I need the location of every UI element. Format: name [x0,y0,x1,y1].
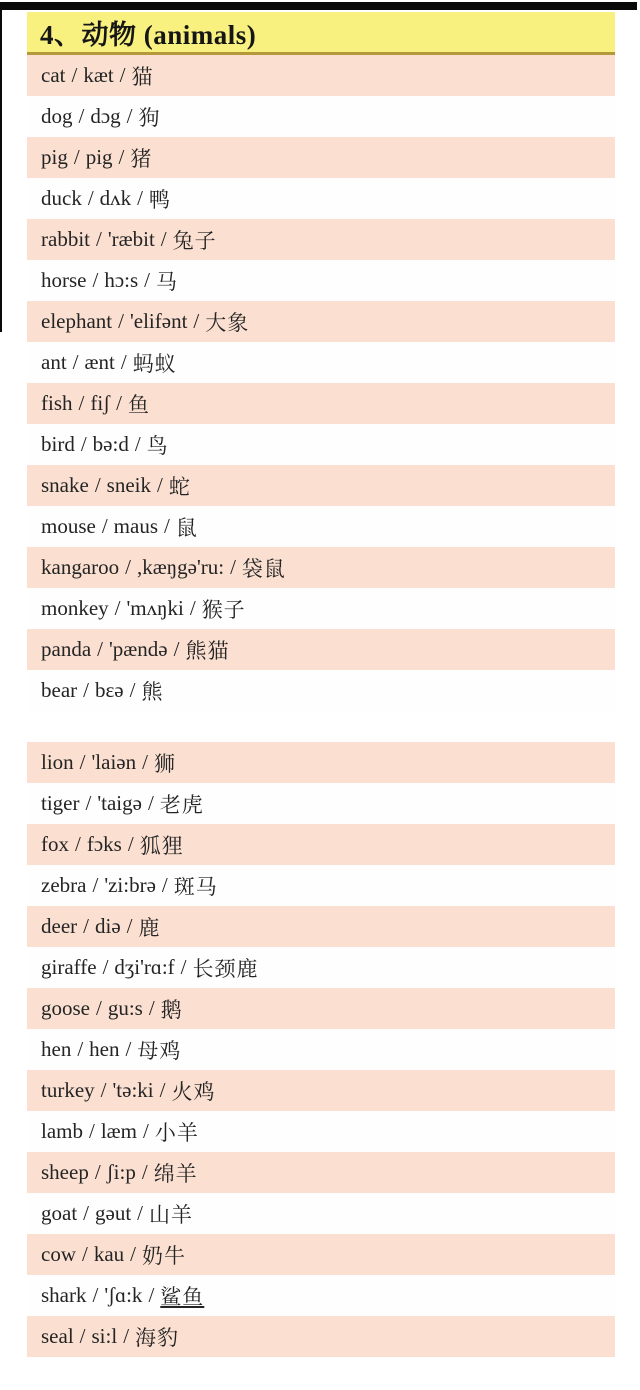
english-word: ant [41,350,67,374]
separator-slash: / [114,596,121,620]
english-word: dog [41,104,73,128]
phonetic: 'zi:brə [104,873,156,897]
vocab-row [27,301,615,342]
vocab-row [27,342,615,383]
separator-slash: / [118,145,125,169]
chinese-translation: 鹿 [138,915,161,940]
separator-slash: / [94,1160,101,1184]
separator-slash: / [92,268,99,292]
separator-slash: / [80,432,87,456]
separator-slash: / [161,873,168,897]
separator-slash: / [137,1201,143,1225]
chinese-translation: 兔子 [172,228,217,253]
vocab-row [27,1234,615,1275]
separator-slash: / [157,473,163,497]
chinese-translation: 绵羊 [153,1161,198,1186]
vocab-row [27,824,615,865]
separator-slash: / [125,1037,132,1061]
separator-slash: / [97,637,103,661]
phonetic: bə:d [92,432,129,456]
chinese-translation: 熊猫 [185,638,230,663]
chinese-translation: 母鸡 [137,1038,182,1063]
vocab-row [27,96,615,137]
phonetic: 'tə:ki [112,1078,154,1102]
separator-slash: / [72,350,79,374]
separator-slash: / [143,1119,149,1143]
separator-slash: / [134,432,141,456]
english-word: duck [41,186,82,210]
english-word: shark [41,1283,87,1307]
chinese-translation: 袋鼠 [241,556,286,581]
chinese-translation: 斑马 [173,874,218,899]
separator-slash: / [87,186,94,210]
separator-slash: / [127,832,134,856]
separator-slash: / [142,750,148,774]
vocab-row [27,988,615,1029]
separator-slash: / [148,996,155,1020]
english-word: bird [41,432,75,456]
phonetic: 'taigə [97,791,142,815]
vocab-row [27,588,615,629]
english-word: mouse [41,514,96,538]
chinese-translation: 长颈鹿 [192,956,259,981]
phonetic: 'pændə [109,637,168,661]
vocab-row [27,55,615,96]
phonetic: hɔ:s [104,268,139,292]
chinese-translation: 猴子 [201,597,246,622]
english-word: seal [41,1324,74,1348]
chinese-translation: 大象 [205,310,250,335]
phonetic: læm [100,1119,138,1143]
english-word: monkey [41,596,109,620]
chinese-translation: 小羊 [154,1120,199,1145]
english-word: horse [41,268,87,292]
separator-slash: / [71,63,78,87]
phonetic: ʃi:p [106,1160,136,1184]
phonetic: si:l [91,1324,118,1348]
separator-slash: / [96,996,102,1020]
section-title: 4、动物 (animals) [40,19,257,50]
separator-slash: / [119,63,126,87]
vocab-row [27,1193,615,1234]
english-word: deer [41,914,78,938]
phonetic: 'ræbit [107,227,155,251]
phonetic: fɔks [86,832,122,856]
vocab-row [27,1275,615,1316]
chinese-translation: 山羊 [149,1202,193,1227]
chinese-translation: 火鸡 [171,1079,216,1104]
chinese-translation: 奶牛 [142,1243,187,1268]
separator-slash: / [73,145,80,169]
phonetic: dʌk [99,186,132,210]
separator-slash: / [94,473,101,497]
section-gap [27,711,615,742]
chinese-translation: 狗 [138,105,161,130]
separator-slash: / [189,596,196,620]
separator-slash: / [141,1160,148,1184]
separator-slash: / [83,1201,89,1225]
phonetic: dʒi'rɑ:f [114,955,175,979]
phonetic: kau [93,1242,125,1266]
separator-slash: / [137,186,144,210]
separator-slash: / [118,309,124,333]
phonetic: 'ʃɑ:k [104,1283,143,1307]
separator-slash: / [92,873,99,897]
vocab-sheet [27,12,615,1357]
separator-slash: / [100,1078,107,1102]
english-word: goose [41,996,90,1020]
english-word: cat [41,63,66,87]
phonetic: 'elifənt [129,309,188,333]
vocab-list-bottom [27,742,615,1357]
english-word: hen [41,1037,72,1061]
english-word: zebra [41,873,87,897]
separator-slash: / [78,391,85,415]
separator-slash: / [160,227,167,251]
separator-slash: / [173,637,180,661]
chinese-translation: 老虎 [159,792,204,817]
english-word: lamb [41,1119,83,1143]
separator-slash: / [82,1242,88,1266]
phonetic: ænt [84,350,115,374]
chinese-translation: 熊 [141,679,164,704]
vocab-row [27,1029,615,1070]
separator-slash: / [129,678,136,702]
separator-slash: / [83,678,89,702]
phonetic: sneik [106,473,151,497]
chinese-translation: 鼠 [175,515,198,540]
separator-slash: / [230,555,236,579]
separator-slash: / [95,227,102,251]
separator-slash: / [126,104,133,128]
phonetic: diə [94,914,121,938]
vocab-row [27,547,615,588]
phonetic: fiʃ [90,391,111,415]
english-word: giraffe [41,955,97,979]
vocab-list-top [27,55,615,711]
separator-slash: / [125,555,131,579]
separator-slash: / [116,391,123,415]
vocab-row [27,947,615,988]
separator-slash: / [79,1324,86,1348]
vocab-row [27,1316,615,1357]
english-word: pig [41,145,68,169]
phonetic: maus [113,514,158,538]
vocab-row [27,1152,615,1193]
separator-slash: / [78,104,85,128]
chinese-translation: 猫 [131,64,154,89]
english-word: cow [41,1242,76,1266]
chinese-translation: 蚂蚁 [132,351,177,376]
scan-border-top [0,2,637,10]
phonetic: ,kæŋgə'ru: [136,555,225,579]
vocab-row [27,178,615,219]
chinese-translation: 蛇 [168,474,191,499]
separator-slash: / [148,1283,155,1307]
phonetic: 'mʌŋki [126,596,184,620]
chinese-translation: 海豹 [135,1325,180,1350]
phonetic: kæt [83,63,114,87]
separator-slash: / [85,791,92,815]
phonetic: 'laiən [91,750,137,774]
english-word: bear [41,678,78,702]
separator-slash: / [89,1119,95,1143]
english-word: turkey [41,1078,95,1102]
vocab-row [27,137,615,178]
scan-border-left [0,2,2,332]
chinese-translation: 狐狸 [139,833,184,858]
chinese-translation: 猪 [130,146,153,171]
phonetic: bɛə [94,678,124,702]
separator-slash: / [83,914,89,938]
chinese-translation: 狮 [153,751,176,776]
phonetic: gu:s [107,996,143,1020]
vocab-row [27,383,615,424]
vocab-row [27,865,615,906]
separator-slash: / [120,350,127,374]
separator-slash: / [101,514,108,538]
phonetic: gəut [95,1201,132,1225]
separator-slash: / [79,750,86,774]
english-word: goat [41,1201,78,1225]
separator-slash: / [126,914,133,938]
vocab-row [27,906,615,947]
separator-slash: / [147,791,154,815]
separator-slash: / [92,1283,99,1307]
english-word: fish [41,391,73,415]
english-word: fox [41,832,69,856]
chinese-translation: 鸟 [146,433,169,458]
chinese-translation: 鹅 [160,997,183,1022]
chinese-translation: 马 [156,269,179,294]
vocab-row [27,219,615,260]
english-word: elephant [41,309,113,333]
vocab-row [27,629,615,670]
vocab-row [27,1070,615,1111]
vocab-row [27,424,615,465]
separator-slash: / [180,955,187,979]
phonetic: hen [89,1037,120,1061]
english-word: lion [41,750,74,774]
separator-slash: / [102,955,109,979]
vocab-row [27,506,615,547]
english-word: snake [41,473,89,497]
english-word: panda [41,637,92,661]
english-word: sheep [41,1160,89,1184]
vocab-row [27,783,615,824]
vocab-row [27,465,615,506]
separator-slash: / [159,1078,166,1102]
chinese-translation: 鱼 [128,392,151,417]
english-word: tiger [41,791,80,815]
section-header [27,12,615,55]
vocab-row [27,670,615,711]
separator-slash: / [164,514,170,538]
separator-slash: / [144,268,151,292]
separator-slash: / [193,309,200,333]
vocab-row [27,1111,615,1152]
vocab-row [27,742,615,783]
separator-slash: / [75,832,81,856]
english-word: kangaroo [41,555,120,579]
separator-slash: / [130,1242,137,1266]
chinese-translation: 鲨鱼 [160,1284,205,1309]
english-word: rabbit [41,227,90,251]
vocab-row [27,260,615,301]
separator-slash: / [123,1324,130,1348]
phonetic: pig [85,145,113,169]
separator-slash: / [77,1037,84,1061]
phonetic: dɔg [90,104,121,128]
chinese-translation: 鸭 [149,187,172,212]
